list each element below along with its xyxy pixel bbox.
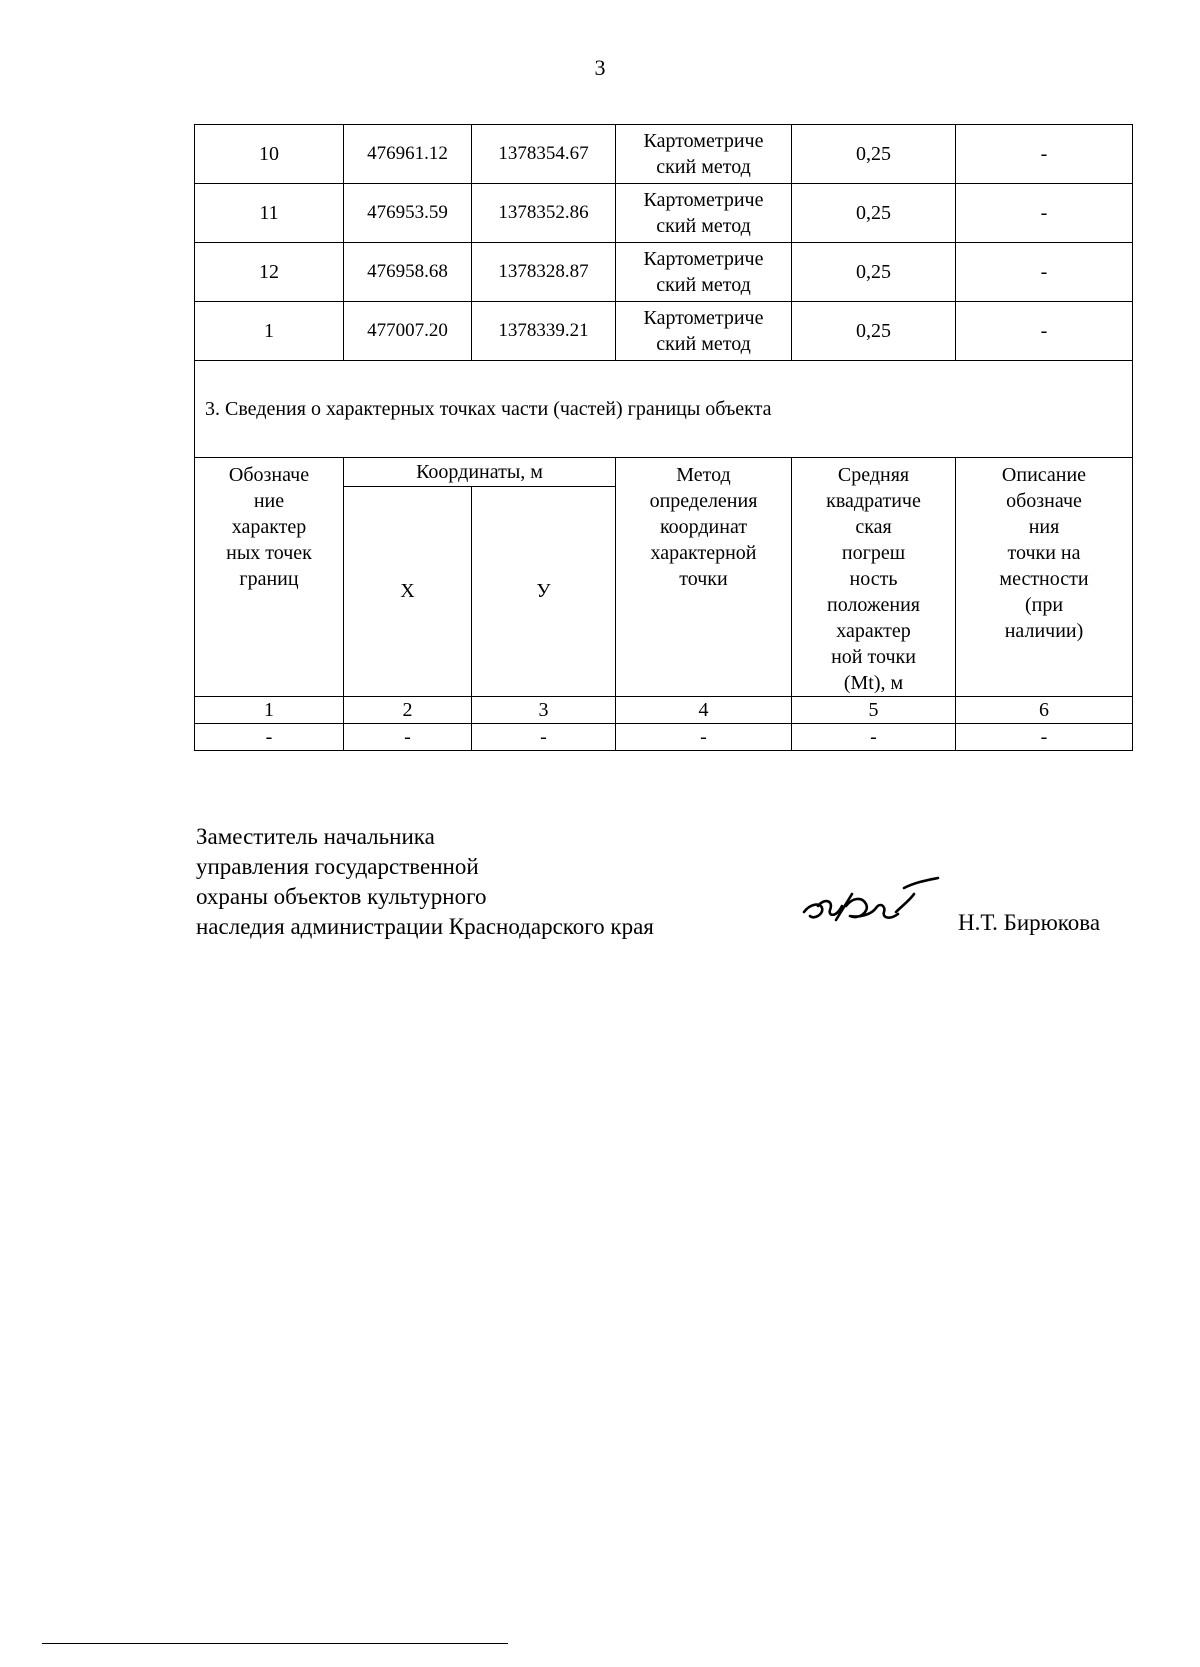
index-cell: 3 — [472, 697, 616, 724]
empty-cell: - — [616, 724, 792, 751]
footer-divider — [42, 1643, 508, 1644]
method-line-1: Картометриче — [643, 189, 764, 211]
position-line: управления государственной — [196, 854, 479, 879]
point-number: 1 — [195, 302, 344, 361]
position-line: наследия администрации Краснодарского края — [196, 914, 654, 939]
coord-y: 1378339.21 — [472, 302, 616, 361]
table-row — [195, 302, 1133, 361]
index-cell: 6 — [956, 697, 1133, 724]
method-cell — [616, 302, 792, 361]
empty-cell: - — [472, 724, 616, 751]
method-line-1: Картометриче — [643, 307, 764, 329]
header-row — [195, 458, 1133, 487]
method-cell — [616, 243, 792, 302]
header-designation — [195, 458, 344, 697]
method-line-1: Картометриче — [643, 248, 764, 270]
header-designation-text: Обозначе ние характер ных точек границ — [226, 464, 312, 590]
empty-cell: - — [344, 724, 472, 751]
error-value: 0,25 — [792, 243, 956, 302]
method-cell — [616, 125, 792, 184]
coord-x: 477007.20 — [344, 302, 472, 361]
method-line-2: ский метод — [656, 274, 751, 296]
method-line-2: ский метод — [656, 215, 751, 237]
index-cell: 1 — [195, 697, 344, 724]
table-row — [195, 125, 1133, 184]
boundary-points-table — [194, 124, 1133, 751]
coord-x: 476958.68 — [344, 243, 472, 302]
header-method — [616, 458, 792, 697]
table-row — [195, 243, 1133, 302]
header-description — [956, 458, 1133, 697]
description-value: - — [956, 243, 1133, 302]
description-value: - — [956, 302, 1133, 361]
header-error-text: Средняя квадратиче ская погреш ность положения характер ной точки (Mt), м — [826, 464, 921, 694]
empty-cell: - — [792, 724, 956, 751]
error-value: 0,25 — [792, 125, 956, 184]
index-cell: 5 — [792, 697, 956, 724]
page-number: 3 — [594, 55, 606, 80]
method-line-2: ский метод — [656, 333, 751, 355]
coord-x: 476953.59 — [344, 184, 472, 243]
index-row — [195, 697, 1133, 724]
handwritten-signature — [800, 876, 940, 936]
signatory-position — [196, 822, 654, 942]
point-number: 12 — [195, 243, 344, 302]
section-3-title: 3. Сведения о характерных точках части (частей) границы объекта — [195, 361, 1133, 458]
header-method-text: Метод определения координат характерной точки — [649, 464, 758, 590]
header-y: У — [472, 486, 616, 696]
signer-name: Н.Т. Бирюкова — [958, 910, 1101, 935]
error-value: 0,25 — [792, 302, 956, 361]
coord-y: 1378352.86 — [472, 184, 616, 243]
coord-y: 1378328.87 — [472, 243, 616, 302]
empty-row — [195, 724, 1133, 751]
description-value: - — [956, 125, 1133, 184]
points-rows — [195, 125, 1133, 751]
header-x: X — [344, 486, 472, 696]
index-cell: 4 — [616, 697, 792, 724]
method-line-1: Картометриче — [643, 130, 764, 152]
method-line-2: ский метод — [656, 156, 751, 178]
table-row — [195, 184, 1133, 243]
description-value: - — [956, 184, 1133, 243]
header-coordinates: Координаты, м — [344, 458, 616, 487]
empty-cell: - — [195, 724, 344, 751]
method-cell — [616, 184, 792, 243]
empty-cell: - — [956, 724, 1133, 751]
point-number: 10 — [195, 125, 344, 184]
error-value: 0,25 — [792, 184, 956, 243]
coord-y: 1378354.67 — [472, 125, 616, 184]
index-cell: 2 — [344, 697, 472, 724]
coord-x: 476961.12 — [344, 125, 472, 184]
point-number: 11 — [195, 184, 344, 243]
position-line: Заместитель начальника — [196, 824, 435, 849]
position-line: охраны объектов культурного — [196, 884, 487, 909]
header-description-text: Описание обозначе ния точки на местности (при наличии) — [999, 464, 1089, 642]
section-title-row — [195, 361, 1133, 458]
header-error — [792, 458, 956, 697]
